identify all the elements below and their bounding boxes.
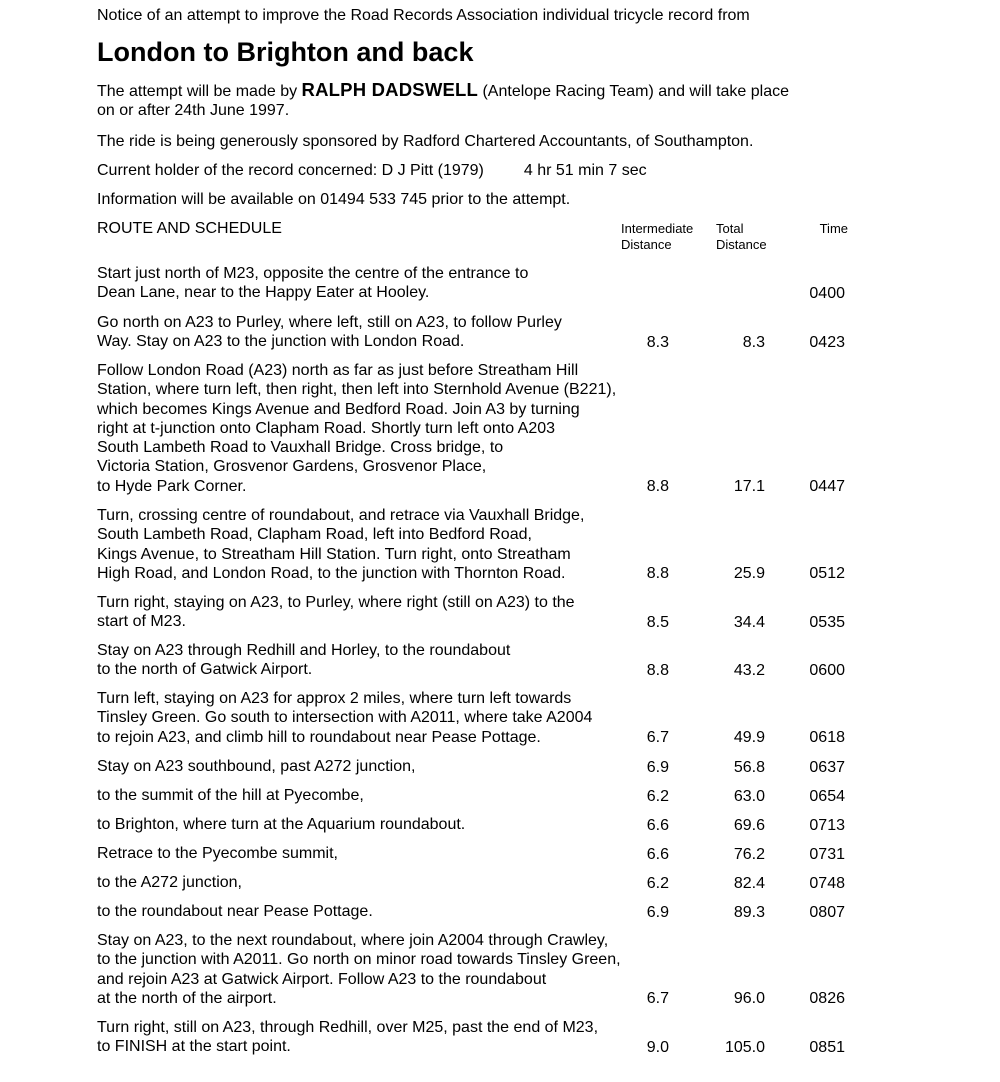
intermediate-distance: 6.9 bbox=[646, 758, 669, 776]
schedule-row bbox=[97, 902, 857, 922]
schedule-row bbox=[97, 757, 857, 777]
info-line: Information will be available on 01494 533 745 prior to the attempt. bbox=[97, 191, 571, 208]
total-distance: 105.0 bbox=[724, 1038, 765, 1056]
column-header-intermediate-distance bbox=[621, 221, 701, 253]
total-distance: 69.6 bbox=[733, 816, 765, 834]
route-description: Follow London Road (A23) north as far as just before Streatham Hill Station, where turn left, then right, then left into Sternhold Avenue (B221), which becomes Kings Avenue and Bedford Road. Join A3 by turning right at t-junction onto Clapham Road. Shortly turn left onto A203 South Lambeth Road to Vauxhall Bridge. Cross bridge, to Victoria Station, Grosvenor Gardens, Grosvenor Place, to Hyde Park Corner. bbox=[97, 362, 617, 495]
intermediate-distance: 6.9 bbox=[646, 903, 669, 921]
schedule-time: 0713 bbox=[809, 816, 845, 834]
total-distance: 76.2 bbox=[733, 845, 765, 863]
route-description: Stay on A23 through Redhill and Horley, to the roundabout to the north of Gatwick Airport. bbox=[97, 642, 511, 679]
route-description: Go north on A23 to Purley, where left, still on A23, to follow Purley Way. Stay on A23 to the junction with London Road. bbox=[97, 314, 562, 351]
schedule-time: 0512 bbox=[809, 564, 845, 582]
total-distance: 17.1 bbox=[733, 477, 765, 495]
attempt-prefix: The attempt will be made by bbox=[97, 83, 302, 100]
schedule-row bbox=[97, 506, 857, 583]
page-title: London to Brighton and back bbox=[97, 37, 474, 67]
schedule-row bbox=[97, 815, 857, 835]
intermediate-distance: 8.3 bbox=[646, 333, 669, 351]
total-distance: 89.3 bbox=[733, 903, 765, 921]
schedule-time: 0600 bbox=[809, 661, 845, 679]
schedule-row bbox=[97, 361, 857, 496]
total-distance: 56.8 bbox=[733, 758, 765, 776]
route-heading: ROUTE AND SCHEDULE bbox=[97, 220, 282, 237]
route-description: Stay on A23 southbound, past A272 junction, bbox=[97, 758, 416, 775]
intermediate-distance: 8.8 bbox=[646, 661, 669, 679]
record-holder-line bbox=[97, 161, 857, 180]
intermediate-distance: 8.5 bbox=[646, 613, 669, 631]
schedule-time: 0826 bbox=[809, 989, 845, 1007]
record-holder-label: Current holder of the record concerned: D J Pitt (1979) bbox=[97, 162, 484, 179]
schedule-time: 0447 bbox=[809, 477, 845, 495]
schedule-row bbox=[97, 264, 857, 303]
schedule-row bbox=[97, 1018, 857, 1057]
route-description: Turn right, staying on A23, to Purley, where right (still on A23) to the start of M23. bbox=[97, 594, 575, 631]
intermediate-distance: 6.7 bbox=[646, 989, 669, 1007]
route-description: Turn, crossing centre of roundabout, and retrace via Vauxhall Bridge, South Lambeth Road, Clapham Road, left into Bedford Road, Kings Avenue, to Streatham Hill Station. Turn right, onto Streatham High Road, and London Road, to the junction with Thornton Road. bbox=[97, 507, 585, 582]
total-distance: 8.3 bbox=[742, 333, 765, 351]
schedule-time: 0748 bbox=[809, 874, 845, 892]
route-description: to the A272 junction, bbox=[97, 874, 242, 891]
schedule-time: 0654 bbox=[809, 787, 845, 805]
schedule-row bbox=[97, 931, 857, 1008]
schedule-time: 0807 bbox=[809, 903, 845, 921]
total-distance: 82.4 bbox=[733, 874, 765, 892]
intermediate-distance: 6.6 bbox=[646, 816, 669, 834]
intermediate-distance: 6.2 bbox=[646, 787, 669, 805]
route-description: Stay on A23, to the next roundabout, where join A2004 through Crawley, to the junction with A2011. Go north on minor road towards Tinsley Green, and rejoin A23 at Gatwick Airport. Follow A23 to the roundabout at the north of the airport. bbox=[97, 932, 621, 1007]
total-distance: 43.2 bbox=[733, 661, 765, 679]
schedule-time: 0851 bbox=[809, 1038, 845, 1056]
column-header-intermediate-line2: Distance bbox=[621, 237, 672, 252]
route-description: to Brighton, where turn at the Aquarium roundabout. bbox=[97, 816, 466, 833]
schedule-row bbox=[97, 641, 857, 680]
schedule-row bbox=[97, 593, 857, 632]
intermediate-distance: 8.8 bbox=[646, 477, 669, 495]
schedule-time: 0535 bbox=[809, 613, 845, 631]
total-distance: 49.9 bbox=[733, 728, 765, 746]
route-description: Retrace to the Pyecombe summit, bbox=[97, 845, 338, 862]
intermediate-distance: 9.0 bbox=[646, 1038, 669, 1056]
route-description: to the summit of the hill at Pyecombe, bbox=[97, 787, 364, 804]
schedule-time: 0637 bbox=[809, 758, 845, 776]
total-distance: 63.0 bbox=[733, 787, 765, 805]
sponsor-line: The ride is being generously sponsored by Radford Chartered Accountants, of Southampton. bbox=[97, 133, 754, 150]
intermediate-distance: 8.8 bbox=[646, 564, 669, 582]
notice-line: Notice of an attempt to improve the Road Records Association individual tricycle record from bbox=[97, 7, 750, 24]
column-header-time: Time bbox=[819, 221, 848, 236]
rider-name: RALPH DADSWELL bbox=[301, 79, 479, 100]
schedule-time: 0618 bbox=[809, 728, 845, 746]
route-description: Turn right, still on A23, through Redhill, over M25, past the end of M23, to FINISH at the start point. bbox=[97, 1019, 599, 1056]
record-holder-time: 4 hr 51 min 7 sec bbox=[523, 162, 647, 179]
schedule-row bbox=[97, 689, 857, 747]
schedule-time: 0423 bbox=[809, 333, 845, 351]
schedule-row bbox=[97, 844, 857, 864]
intermediate-distance: 6.6 bbox=[646, 845, 669, 863]
schedule-row bbox=[97, 786, 857, 806]
intermediate-distance: 6.7 bbox=[646, 728, 669, 746]
column-header-total-line2: Distance bbox=[716, 237, 767, 252]
column-header-total-distance bbox=[716, 221, 776, 253]
schedule-row bbox=[97, 873, 857, 893]
attempt-suffix: (Antelope Racing Team) and will take place bbox=[478, 83, 790, 100]
route-description: Start just north of M23, opposite the centre of the entrance to Dean Lane, near to the Happy Eater at Hooley. bbox=[97, 265, 529, 302]
schedule-row bbox=[97, 313, 857, 352]
route-description: to the roundabout near Pease Pottage. bbox=[97, 903, 373, 920]
route-description: Turn left, staying on A23 for approx 2 miles, where turn left towards Tinsley Green. Go south to intersection with A2011, where take A2004 to rejoin A23, and climb hill to roundabout near Pease Pottage. bbox=[97, 690, 593, 746]
total-distance: 34.4 bbox=[733, 613, 765, 631]
schedule-time: 0731 bbox=[809, 845, 845, 863]
column-header-total-line1: Total bbox=[716, 221, 744, 236]
intermediate-distance: 6.2 bbox=[646, 874, 669, 892]
total-distance: 25.9 bbox=[733, 564, 765, 582]
attempt-paragraph bbox=[97, 80, 857, 120]
total-distance: 96.0 bbox=[733, 989, 765, 1007]
column-header-intermediate-line1: Intermediate bbox=[621, 221, 694, 236]
attempt-date: on or after 24th June 1997. bbox=[97, 102, 290, 119]
schedule-time: 0400 bbox=[809, 284, 845, 302]
